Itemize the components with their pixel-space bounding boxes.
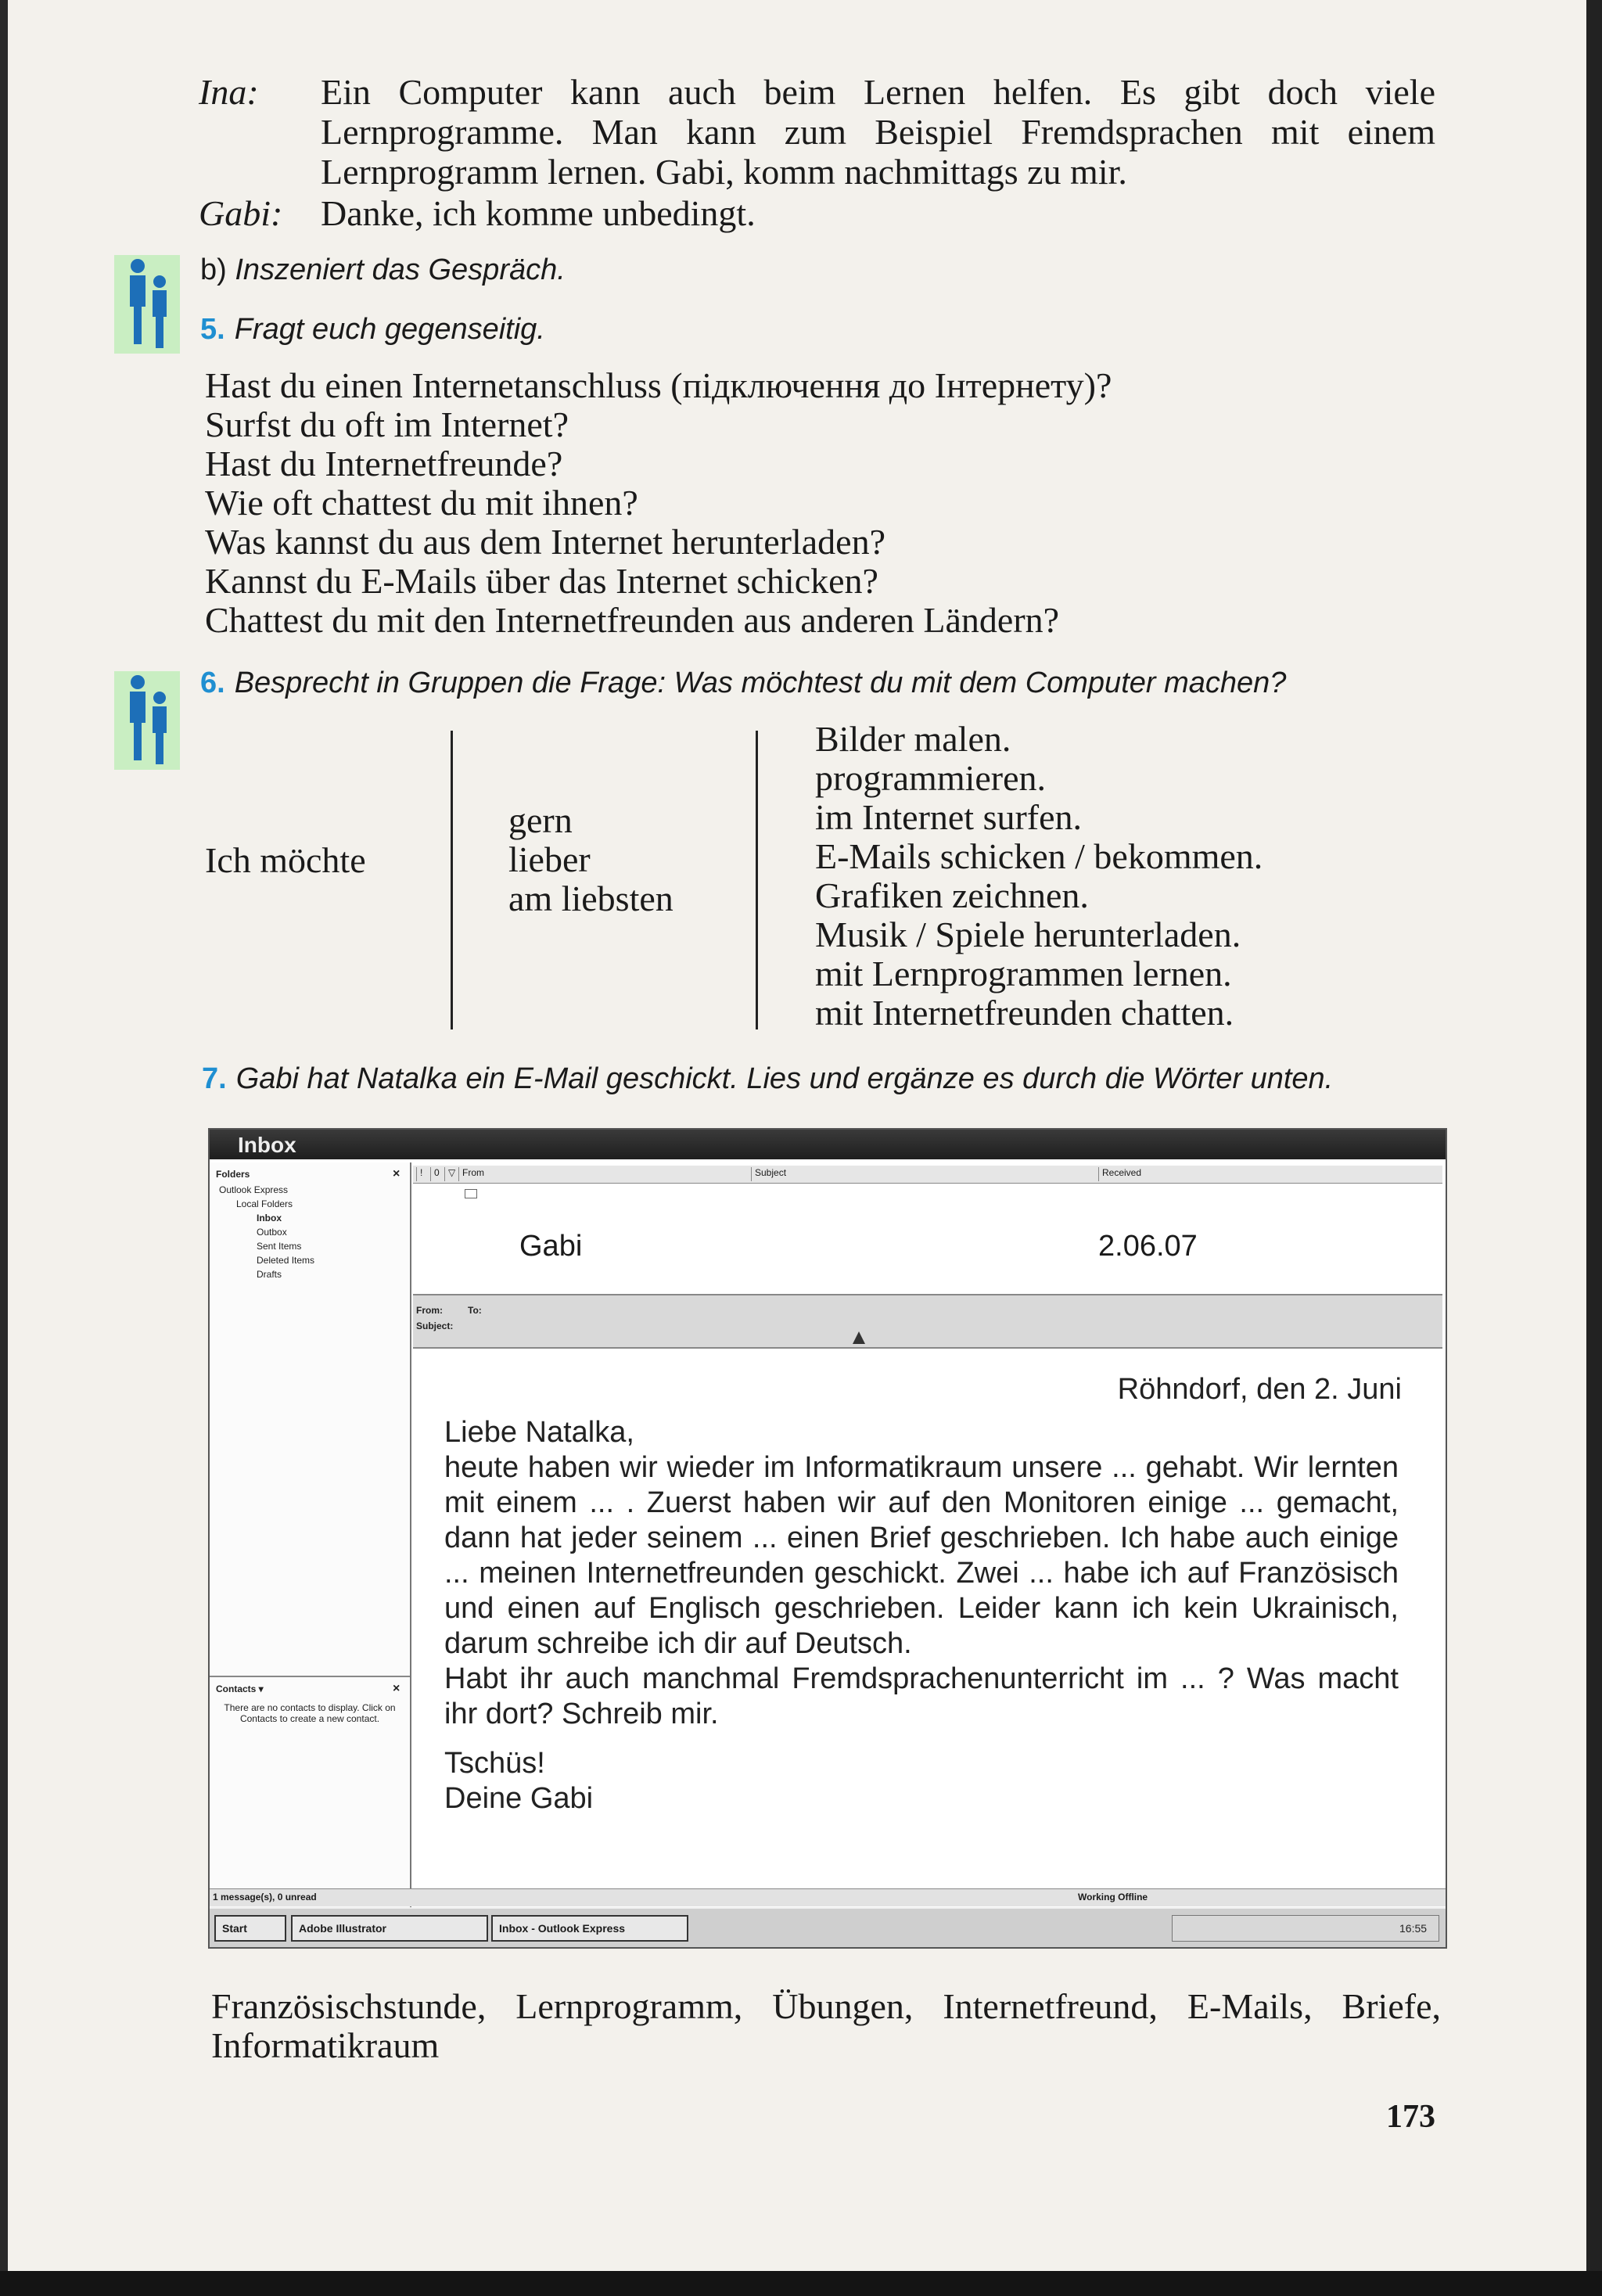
email-paragraph: heute haben wir wieder im Informatikraum unsere ... gehabt. Wir lernten mit einem ... . Zuerst haben wir auf den Monitoren einige ... gemacht, dann hat jeder seinem ... einen Brief geschrieben. Ich habe auch einige ... meinen Internetfreunden geschickt. Zwei ... habe ich auf Französisch und einen auf Englisch geschrieben. Leider kann ich kein Ukrainisch, darum schreibe ich dir auf Deutsch. [444, 1451, 1399, 1660]
preview-from-label: From: [416, 1305, 443, 1316]
message-row[interactable] [416, 1184, 1442, 1291]
column-attachment[interactable]: 0 [430, 1167, 445, 1181]
activity: programmieren. [815, 758, 1047, 798]
question: Surfst du oft im Internet? [205, 404, 569, 444]
tray-clock: 16:55 [1399, 1922, 1428, 1935]
status-bar [210, 1888, 1446, 1906]
page-edge-bottom [0, 2271, 1602, 2296]
task-5-heading [200, 313, 545, 347]
pair-work-icon [114, 255, 180, 354]
dialogue-text: Ein Computer kann auch beim Lernen helfen. Es gibt doch viele Lernprogramme. Man kann zum Beispiel Fremdsprachen mit einem Lernprogramm lernen. Gabi, komm nachmittags zu mir. [321, 72, 1435, 192]
task-number: 6. [200, 667, 225, 699]
dialogue-ina [199, 72, 1439, 197]
column-flag[interactable]: ▽ [444, 1167, 459, 1181]
preview-header [413, 1294, 1442, 1349]
folder-item[interactable]: Local Folders [236, 1198, 293, 1209]
activity: E-Mails schicken / bekommen. [815, 836, 1263, 876]
window-titlebar [210, 1130, 1446, 1159]
taskbar [210, 1907, 1446, 1947]
question: Wie oft chattest du mit ihnen? [205, 483, 638, 523]
folder-item[interactable]: Deleted Items [257, 1255, 315, 1266]
folder-pane [210, 1162, 411, 1937]
folder-item[interactable]: Outlook Express [219, 1184, 289, 1195]
pane-divider [210, 1676, 410, 1677]
adverb: gern [508, 800, 573, 840]
pair-work-icon [114, 671, 180, 770]
envelope-icon [465, 1189, 477, 1198]
task-instruction: Fragt euch gegenseitig. [234, 313, 545, 346]
task-7-heading [202, 1062, 1333, 1096]
task-b [200, 253, 566, 287]
email-closing: Tschüs! [444, 1747, 545, 1780]
preview-to-label: To: [468, 1305, 482, 1316]
email-body [444, 1372, 1402, 1816]
task-instruction: Gabi hat Natalka ein E-Mail geschickt. Lies und ergänze es durch die Wörter unten. [235, 1062, 1334, 1095]
activity: Musik / Spiele herunterladen. [815, 914, 1241, 954]
table-col-subject: Ich möchte [205, 840, 366, 880]
table-col-activities [815, 720, 1263, 1033]
folders-label: Folders [216, 1169, 250, 1180]
system-tray [1172, 1915, 1439, 1942]
close-icon[interactable]: × [393, 1167, 400, 1180]
message-from: Gabi [519, 1230, 583, 1263]
page-edge-left [0, 0, 8, 2296]
task-letter: b) [200, 253, 227, 286]
question: Was kannst du aus dem Internet herunterladen? [205, 522, 885, 562]
status-offline: Working Offline [1078, 1892, 1148, 1903]
message-received: 2.06.07 [1098, 1230, 1198, 1263]
question: Hast du einen Internetanschluss (підключення до Інтернету)? [205, 365, 1112, 405]
adverb: lieber [508, 839, 591, 879]
folder-item[interactable]: Sent Items [257, 1241, 302, 1252]
page-edge-right [1586, 0, 1602, 2296]
task-number: 7. [202, 1062, 227, 1095]
window-title: Inbox [238, 1133, 296, 1157]
task-6-heading [200, 667, 1286, 700]
speaker-label: Gabi: [199, 193, 283, 233]
adverb: am liebsten [508, 879, 673, 918]
task-instruction: Besprecht in Gruppen die Frage: Was möchtest du mit dem Computer machen? [234, 667, 1287, 699]
activity: Bilder malen. [815, 719, 1011, 759]
folder-item[interactable]: Inbox [257, 1213, 282, 1223]
question: Chattest du mit den Internetfreunden aus anderen Ländern? [205, 600, 1060, 640]
start-button[interactable]: Start [214, 1915, 286, 1942]
page-number: 173 [1386, 2099, 1435, 2135]
task-instruction: Inszeniert das Gespräch. [235, 253, 566, 286]
activity: mit Internetfreunden chatten. [815, 993, 1234, 1033]
table-divider [451, 731, 453, 1029]
task-5-questions [205, 366, 1457, 640]
folder-item[interactable]: Drafts [257, 1269, 282, 1280]
close-icon[interactable]: × [393, 1682, 400, 1695]
email-signature: Deine Gabi [444, 1782, 594, 1815]
mouse-cursor-icon [853, 1331, 865, 1344]
status-message-count: 1 message(s), 0 unread [213, 1892, 317, 1903]
activity: im Internet surfen. [815, 797, 1083, 837]
table-divider [756, 731, 758, 1029]
taskbar-app-button[interactable]: Inbox - Outlook Express [491, 1915, 688, 1942]
activity: Grafiken zeichnen. [815, 875, 1089, 915]
folder-item[interactable]: Outbox [257, 1227, 287, 1238]
question: Hast du Internetfreunde? [205, 444, 563, 483]
email-paragraph: Habt ihr auch manchmal Fremdsprachenunterricht im ... ? Was macht ihr dort? Schreib mir. [444, 1662, 1399, 1730]
column-received[interactable]: Received [1098, 1167, 1235, 1181]
task-number: 5. [200, 313, 225, 346]
speaker-label: Ina: [199, 72, 259, 112]
word-bank: Französischstunde, Lernprogramm, Übungen, Internetfreund, E-Mails, Briefe, Informatikraum [211, 1986, 1441, 2065]
email-client-window [208, 1128, 1447, 1949]
column-priority[interactable]: ! [416, 1167, 431, 1181]
column-subject[interactable]: Subject [751, 1167, 1099, 1181]
table-col-adverbs [508, 801, 673, 918]
column-from[interactable]: From [458, 1167, 752, 1181]
question: Kannst du E-Mails über das Internet schicken? [205, 561, 878, 601]
contacts-label[interactable]: Contacts ▾ [216, 1683, 264, 1694]
contacts-empty-message: There are no contacts to display. Click on Contacts to create a new contact. [224, 1702, 396, 1724]
taskbar-app-button[interactable]: Adobe Illustrator [291, 1915, 488, 1942]
dialogue-text: Danke, ich komme unbedingt. [321, 193, 756, 233]
message-list-header [413, 1166, 1442, 1184]
email-place-date: Röhndorf, den 2. Juni [1117, 1373, 1402, 1406]
email-greeting: Liebe Natalka, [444, 1416, 634, 1449]
dialogue-gabi [199, 193, 1439, 234]
preview-subject-label: Subject: [416, 1320, 454, 1331]
activity: mit Lernprogrammen lernen. [815, 954, 1232, 993]
